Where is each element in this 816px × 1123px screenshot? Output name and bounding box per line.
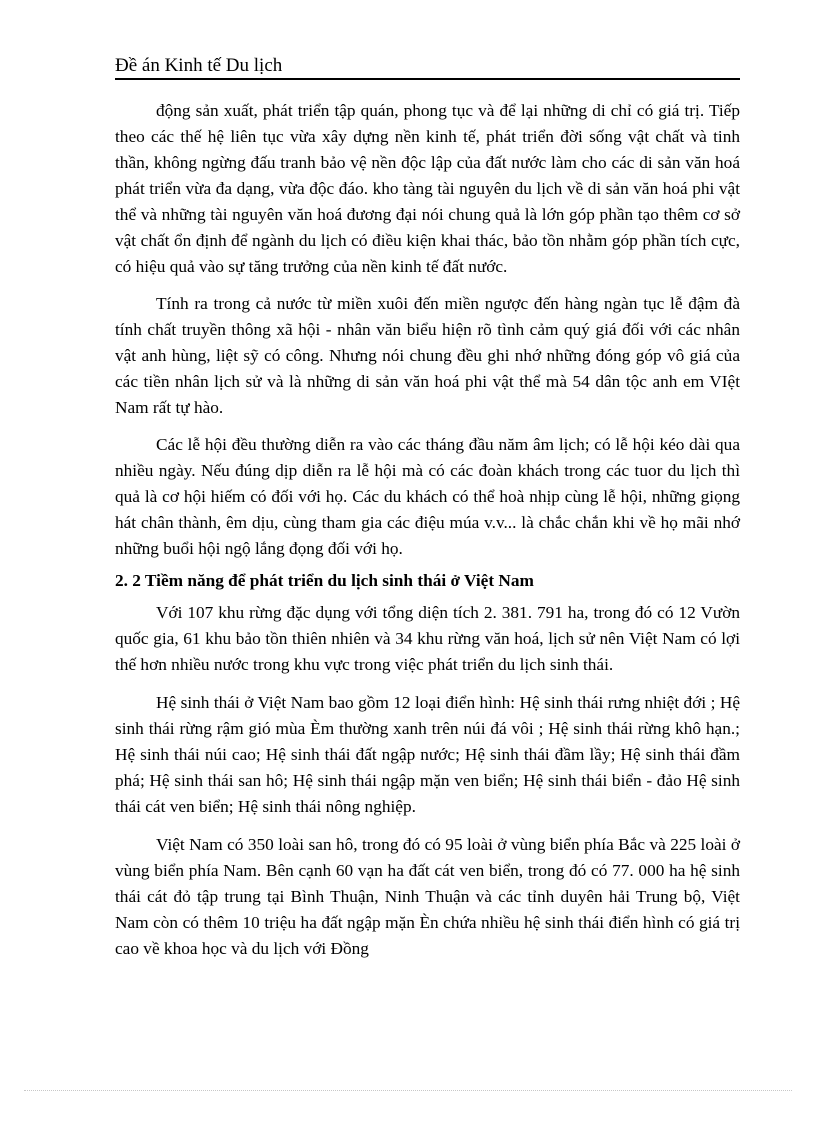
paragraph-2: Tính ra trong cả nước từ miền xuôi đến miền ngược đến hàng ngàn tục lễ đậm đà tính chất truyền thông xã hội - nhân văn biểu hiện rõ tình cảm quý giá đối với các nhân vật anh hùng, liệt sỹ có công. Nhưng nói chung đều ghi nhớ những đóng góp vô giá của các tiền nhân lịch sử và là những di sản văn hoá phi vật thể mà 54 dân tộc anh em VIệt Nam rất tự hào. — [115, 294, 740, 417]
page-header — [115, 54, 740, 80]
paragraph-3: Các lễ hội đều thường diễn ra vào các tháng đầu năm âm lịch; có lễ hội kéo dài qua nhiều ngày. Nếu đúng dịp diễn ra lễ hội mà có các đoàn khách trong các tuor du lịch thì quả là cơ hội hiếm có đối với họ. Các du khách có thể hoà nhịp cùng lễ hội, những giọng hát chân thành, êm dịu, cùng tham gia các điệu múa v.v... là chắc chắn khi về họ mãi nhớ những buổi hội ngộ lắng đọng đối với họ. — [115, 435, 740, 558]
paragraph-5: Hệ sinh thái ở Việt Nam bao gồm 12 loại điển hình: Hệ sinh thái rưng nhiệt đới ; Hệ sinh thái rừng rậm gió mùa Èm thường xanh trên núi đá vôi ; Hệ sinh thái rừng khô hạn.; Hệ sinh thái núi cao; Hệ sinh thái đất ngập nước; Hệ sinh thái đầm lầy; Hệ sinh thái đầm phá; Hệ sinh thái san hô; Hệ sinh thái ngập mặn ven biển; Hệ sinh thái biển - đảo Hệ sinh thái cát ven biển; Hệ sinh thái nông nghiệp. — [115, 693, 740, 816]
paragraph-6: Việt Nam có 350 loài san hô, trong đó có 95 loài ở vùng biển phía Bắc và 225 loài ở vùng biển phía Nam. Bên cạnh 60 vạn ha đất cát ven biển, trong đó có 77. 000 ha hệ sinh thái cát đỏ tập trung tại Bình Thuận, Ninh Thuận và các tỉnh duyên hải Trung bộ, Việt Nam còn có thêm 10 triệu ha đất ngập mặn Èn chứa nhiều hệ sinh thái điển hình có giá trị cao về khoa học và du lịch với Đồng — [115, 835, 740, 958]
paragraph-4: Với 107 khu rừng đặc dụng với tổng diện tích 2. 381. 791 ha, trong đó có 12 Vườn quốc gia, 61 khu bảo tồn thiên nhiên và 34 khu rừng văn hoá, lịch sử nên Việt Nam có lợi thế hơn nhiều nước trong khu vực trong việc phát triển du lịch sinh thái. — [115, 603, 740, 674]
document-body — [115, 98, 740, 962]
section-heading: 2. 2 Tiềm năng để phát triển du lịch sinh thái ở Việt Nam — [115, 571, 534, 590]
footer-dotted-rule — [24, 1090, 792, 1091]
paragraph-1: động sản xuất, phát triển tập quán, phong tục và để lại những di chỉ có giá trị. Tiếp theo các thế hệ liên tục vừa xây dựng nền kinh tế, phát triển đời sống vật chất và tinh thần, không ngừng đấu tranh bảo vệ nền độc lập của đất nước làm cho các di sản văn hoá phát triển vừa đa dạng, vừa độc đáo. kho tàng tài nguyên du lịch về di sản văn hoá phi vật thể và những tài nguyên văn hoá đương đại nói chung quả là lớn góp phần tạo thêm cơ sở vật chất ổn định để ngành du lịch có điều kiện khai thác, bảo tồn nhằm góp phần tích cực, có hiệu quả vào sự tăng trưởng của nền kinh tế đất nước. — [115, 101, 740, 276]
header-title: Đề án Kinh tế Du lịch — [115, 55, 283, 76]
